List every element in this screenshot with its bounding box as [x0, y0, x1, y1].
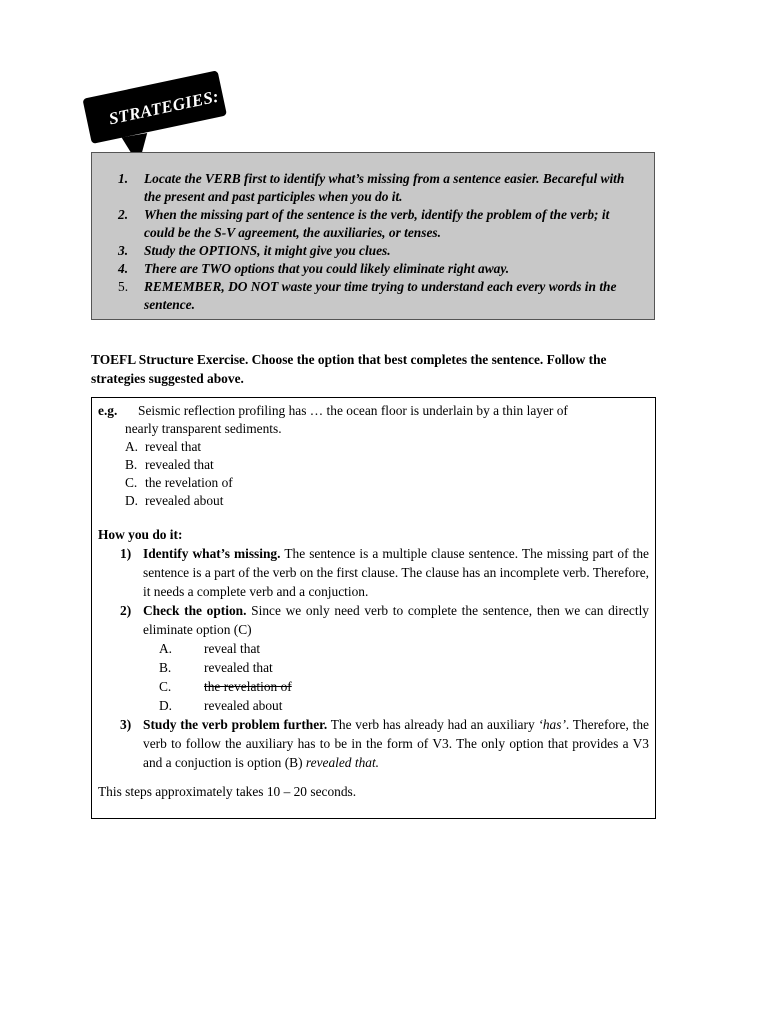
- exercise-box: [91, 397, 656, 819]
- step-item: 1) Identify what’s missing. The sentence is a multiple clause sentence. The missing part of the sentence is a part of the verb on the first clause. The clause has an incomplete verb. Therefore, it needs a complete verb and a conjuction.: [120, 546, 650, 599]
- strategy-item: 5. REMEMBER, DO NOT waste your time trying to understand each every words in the sentence.: [118, 279, 617, 312]
- strategy-item: 3. Study the OPTIONS, it might give you clues.: [118, 243, 391, 258]
- strategy-item: 1. Locate the VERB first to identify what’s missing from a sentence easier. Becareful with the present and past participles when you do it.: [118, 171, 625, 204]
- step-item: 3) Study the verb problem further. The verb has already had an auxiliary ‘has’. Therefore, the verb to follow the auxiliary has to be in the form of V3. The only option that provides a V3 and a conjuction is option (B) revealed that.: [120, 717, 650, 770]
- closing-note: This steps approximately takes 10 – 20 seconds.: [98, 784, 357, 799]
- strategies-box: [91, 152, 655, 320]
- how-heading: How you do it:: [98, 527, 183, 542]
- example-options: [125, 438, 233, 510]
- option-item: C. the revelation of: [125, 475, 233, 490]
- option-item: A. reveal that: [159, 641, 261, 656]
- example-label: e.g.: [98, 403, 118, 418]
- option-item: D. revealed about: [125, 493, 224, 508]
- exercise-instructions: TOEFL Structure Exercise. Choose the option that best completes the sentence. Follow the strategies suggested above.: [91, 352, 607, 386]
- example-sentence: e.g. Seismic reflection profiling has … the ocean floor is underlain by a thin layer of nearly transparent sediments.: [98, 403, 568, 436]
- steps-list: [98, 544, 649, 772]
- strategies-list: [110, 170, 640, 314]
- step-options: [159, 639, 665, 715]
- option-item-eliminated: C. the revelation of: [159, 679, 292, 694]
- option-item: A. reveal that: [125, 439, 202, 454]
- strategy-item: 4. There are TWO options that you could likely eliminate right away.: [118, 261, 510, 276]
- step-item: 2) Check the option. Since we only need verb to complete the sentence, then we can directly eliminate option (C) A. reveal that B. revealed that C. the revelation of D. revealed about: [98, 601, 649, 715]
- option-item: D. revealed about: [159, 698, 283, 713]
- strategy-item: 2. When the missing part of the sentence is the verb, identify the problem of the verb; it could be the S-V agreement, the auxiliaries, or tenses.: [118, 207, 610, 240]
- option-item: B. revealed that: [159, 660, 273, 675]
- banner-title: STRATEGIES:: [107, 86, 221, 129]
- option-item: B. revealed that: [125, 457, 214, 472]
